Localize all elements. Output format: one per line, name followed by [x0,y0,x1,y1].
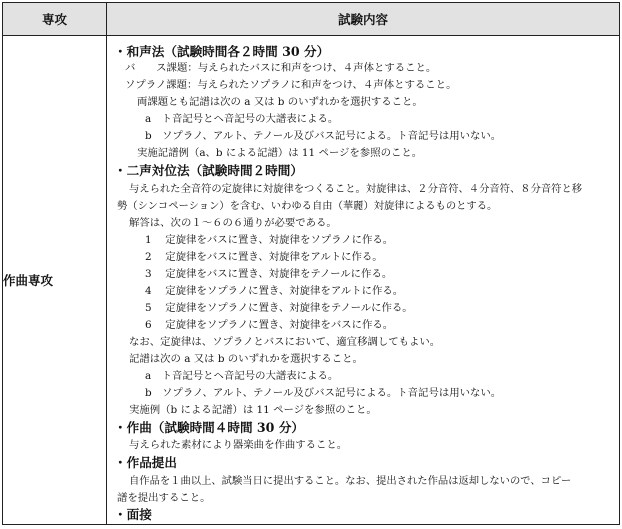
section-heading: ・二声対位法（試験時間２時間） [114,163,303,178]
header-content: 試験内容 [107,3,620,36]
exam-content-cell [107,36,620,525]
content-line: 3 定旋律をバスに置き、対旋律をテノールに作る。 [145,268,393,280]
content-line: b ソプラノ、アルト、テノール及びバス記号による。ト音記号は用いない。 [145,387,502,399]
content-line: 勢（シンコペーション）を含む、いわゆる自由（華麗）対旋律によるものとする。 [117,200,498,212]
content-line: 記譜は次の a 又は b のいずれかを選択すること。 [129,353,363,365]
content-line: 2 定旋律をバスに置き、対旋律をアルトに作る。 [145,251,383,263]
content-line: 5 定旋律をソプラノに置き、対旋律をテノールに作る。 [145,302,413,314]
content-line: 解答は、次の１～６の６通りが必要である。 [129,217,337,229]
content-line: a ト音記号とヘ音記号の大譜表による。 [145,370,339,382]
exam-content [107,36,619,524]
exam-table [2,2,620,525]
content-line: b ソプラノ、アルト、テノール及びバス記号による。ト音記号は用いない。 [145,130,502,142]
content-line: 実施例（b による記譜）は 11 ページを参照のこと。 [129,404,377,416]
content-line: 実施記譜例（a、b による記譜）は 11 ページを参照のこと。 [137,147,423,159]
section-heading: ・面接 [114,507,152,522]
content-line: 与えられた全音符の定旋律に対旋律をつくること。対旋律は、２分音符、４分音符、８分音符と移 [129,183,583,195]
table-row [3,36,620,525]
content-line: 自作品を１曲以上、試験当日に提出すること。なお、提出された作品は返却しないので、コピー [129,475,572,487]
content-line: 譜を提出すること。 [117,492,211,504]
content-line: 1 定旋律をバスに置き、対旋律をソプラノに作る。 [145,234,394,246]
content-line: 6 定旋律をソプラノに置き、対旋律をバスに作る。 [145,319,394,331]
major-name: 作曲専攻 [3,36,107,525]
section-heading: ・作曲（試験時間４時間 30 分） [114,420,305,435]
header-row [3,3,620,36]
content-line: ソプラノ課題：与えられたソプラノに和声をつけ、４声体とすること。 [125,79,457,91]
content-line: なお、定旋律は、ソプラノとバスにおいて、適宜移調してもよい。 [129,336,441,348]
content-line: 与えられた素材により器楽曲を作曲すること。 [129,439,348,451]
section-heading: ・作品提出 [114,455,177,470]
content-line: バ ス課題：与えられたバスに和声をつけ、４声体とすること。 [125,62,437,74]
content-line: 両課題とも記譜は次の a 又は b のいずれかを選択すること。 [137,96,423,108]
content-line: a ト音記号とヘ音記号の大譜表による。 [145,113,339,125]
content-line: 4 定旋律をソプラノに置き、対旋律をアルトに作る。 [145,285,404,297]
header-major: 専攻 [3,3,107,36]
section-heading: ・和声法（試験時間各２時間 30 分） [114,44,330,59]
